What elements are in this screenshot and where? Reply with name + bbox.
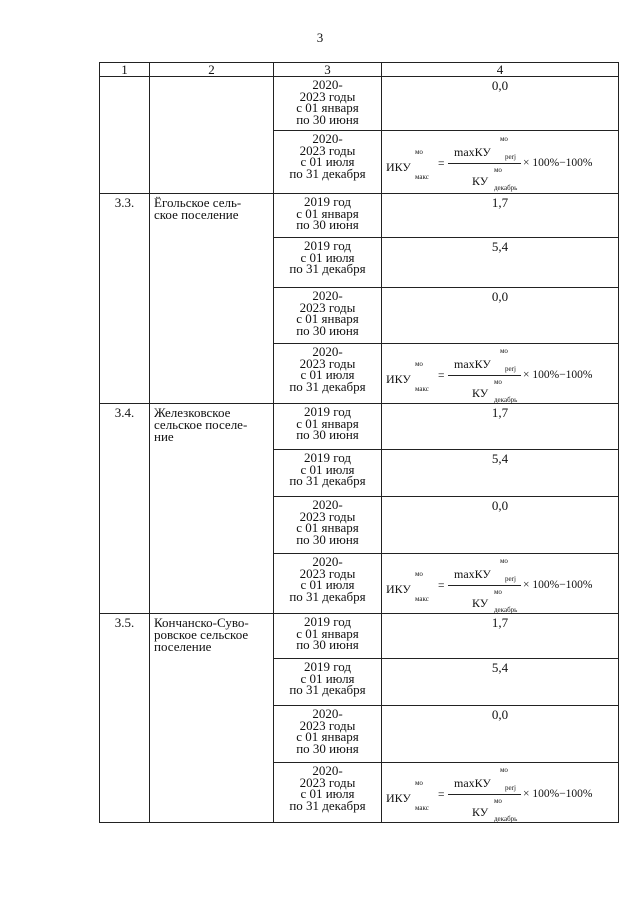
- formula-numerator-sub: реrj: [505, 153, 516, 161]
- text-line: 2023 годы: [299, 508, 356, 524]
- formula-denominator-sub: декабрь: [494, 814, 518, 823]
- text-line: 2019 год: [304, 614, 351, 629]
- text-line: Кончанско-Суво-: [154, 615, 249, 630]
- formula-denominator: КУ: [472, 174, 489, 188]
- text-line: 2023 годы: [299, 774, 356, 790]
- formula-numerator: maxКУ: [454, 775, 491, 790]
- fraction-bar: [448, 585, 521, 586]
- text-line: 2020-: [312, 288, 343, 303]
- text-line: по 30 июня: [296, 740, 359, 756]
- text-line: 2020-: [312, 554, 343, 569]
- formula-denominator-sub: декабрь: [494, 395, 518, 404]
- text-line: по 31 декабря: [289, 261, 366, 276]
- formula-lhs: ИКУ: [386, 790, 411, 805]
- text-line: 2023 годы: [299, 299, 356, 315]
- formula-lhs-sup: мо: [415, 569, 423, 578]
- text-line: 2023 годы: [299, 142, 356, 158]
- table-row: [100, 404, 619, 450]
- settlement-cell: [150, 614, 274, 823]
- period-cell: [274, 706, 382, 763]
- text-line: 2023 годы: [299, 88, 356, 104]
- formula-denominator-sub: декабрь: [494, 184, 518, 192]
- formula-numerator-sup: мо: [500, 346, 508, 355]
- formula-numerator-sup: мо: [500, 135, 508, 143]
- period-cell: [274, 554, 382, 614]
- column-header: 1: [100, 63, 150, 77]
- value-cell: 5,4: [382, 659, 619, 706]
- value-cell: [382, 554, 619, 614]
- value-cell: 0,0: [382, 706, 619, 763]
- formula: [382, 556, 618, 612]
- value-cell: 0,0: [382, 288, 619, 344]
- row-number-cell: 3.4.: [100, 404, 150, 614]
- text-line: по 31 декабря: [289, 378, 366, 394]
- text-line: с 01 января: [296, 100, 359, 115]
- fraction-bar: [448, 163, 521, 164]
- formula-denominator-sup: мо: [494, 166, 502, 174]
- row-number-cell: 3.3.: [100, 194, 150, 404]
- text-line: по 30 июня: [296, 322, 359, 338]
- formula-tail: × 100%−100%: [523, 368, 593, 381]
- formula-denominator-sub: декабрь: [494, 605, 518, 614]
- value-cell: 1,7: [382, 404, 619, 450]
- text-line: по 30 июня: [296, 531, 359, 547]
- text-line: с 01 января: [296, 205, 359, 221]
- text-line: по 30 июня: [296, 217, 359, 232]
- text-line: 2020-: [312, 77, 343, 92]
- value-cell: 5,4: [382, 238, 619, 288]
- table-body: [100, 63, 619, 823]
- text-line: 2019 год: [304, 450, 351, 465]
- formula-equals: =: [438, 788, 445, 801]
- fraction-bar: [448, 794, 521, 795]
- value-cell: 5,4: [382, 450, 619, 497]
- text-line: с 01 июля: [300, 154, 355, 169]
- text-line: Железковское: [154, 405, 231, 420]
- period-cell: [274, 763, 382, 823]
- formula-lhs-sup: мо: [415, 778, 423, 787]
- value-cell: 1,7: [382, 614, 619, 659]
- formula-denominator-sup: мо: [494, 796, 502, 805]
- text-line: поселение: [154, 639, 212, 654]
- settlement-cell: [150, 404, 274, 614]
- formula-numerator: maxКУ: [454, 356, 491, 371]
- text-line: по 31 декабря: [289, 682, 366, 697]
- text-line: с 01 января: [296, 729, 359, 744]
- formula: [382, 765, 618, 821]
- text-line: 2020-: [312, 344, 343, 359]
- text-line: с 01 января: [296, 520, 359, 535]
- value-cell: 1,7: [382, 194, 619, 238]
- text-line: ровское сельское: [154, 627, 249, 642]
- formula-numerator-sup: мо: [500, 556, 508, 565]
- text-line: по 31 декабря: [289, 797, 366, 813]
- row-number-cell: [100, 77, 150, 194]
- text-line: 2020-: [312, 763, 343, 778]
- text-line: с 01 июля: [300, 367, 355, 382]
- formula-tail: × 100%−100%: [523, 787, 593, 800]
- period-cell: [274, 450, 382, 497]
- text-line: по 30 июня: [296, 427, 359, 442]
- formula-lhs: ИКУ: [386, 160, 411, 174]
- value-cell: 0,0: [382, 497, 619, 554]
- text-line: ние: [154, 429, 174, 444]
- formula-lhs: ИКУ: [386, 581, 411, 596]
- text-line: Ёгольское сель-: [154, 195, 242, 210]
- formula-lhs-sub: макс: [415, 594, 429, 603]
- formula-lhs-sub: макс: [415, 803, 429, 812]
- fraction-bar: [448, 375, 521, 376]
- header-row: [100, 63, 619, 77]
- text-line: 2020-: [312, 497, 343, 512]
- formula-numerator-sub: реrj: [505, 783, 516, 792]
- formula-lhs-sup: мо: [415, 148, 423, 156]
- period-cell: [274, 659, 382, 706]
- formula-numerator-sup: мо: [500, 765, 508, 774]
- text-line: с 01 июля: [300, 670, 355, 686]
- text-line: с 01 июля: [300, 461, 355, 477]
- table-row: [100, 614, 619, 659]
- period-cell: [274, 404, 382, 450]
- text-line: ское поселение: [154, 207, 239, 222]
- text-line: 2023 годы: [299, 355, 356, 371]
- value-cell: 0,0: [382, 77, 619, 131]
- formula-denominator-sup: мо: [494, 377, 502, 386]
- text-line: с 01 июля: [300, 577, 355, 592]
- formula-lhs-sub: макс: [415, 384, 429, 393]
- tariff-table: [99, 62, 619, 823]
- formula: [382, 134, 618, 190]
- text-line: с 01 января: [296, 415, 359, 431]
- text-line: по 30 июня: [296, 111, 359, 127]
- text-line: 2019 год: [304, 404, 351, 419]
- settlement-cell: [150, 194, 274, 404]
- period-cell: [274, 238, 382, 288]
- period-cell: [274, 131, 382, 194]
- text-line: 2023 годы: [299, 565, 356, 581]
- text-line: 2019 год: [304, 238, 351, 253]
- value-cell: [382, 344, 619, 404]
- text-line: 2019 год: [304, 659, 351, 674]
- period-cell: [274, 614, 382, 659]
- period-cell: [274, 344, 382, 404]
- text-line: 2020-: [312, 131, 343, 146]
- text-line: по 31 декабря: [289, 165, 366, 181]
- period-cell: [274, 77, 382, 131]
- formula-equals: =: [438, 158, 445, 170]
- formula-lhs-sup: мо: [415, 359, 423, 368]
- text-line: 2020-: [312, 706, 343, 721]
- column-header: 2: [150, 63, 274, 77]
- formula-lhs-sub: макс: [415, 173, 429, 181]
- formula-lhs: ИКУ: [386, 371, 411, 386]
- formula-equals: =: [438, 579, 445, 592]
- text-line: по 31 декабря: [289, 588, 366, 604]
- formula-equals: =: [438, 369, 445, 382]
- value-cell: [382, 131, 619, 194]
- formula-numerator: maxКУ: [454, 566, 491, 581]
- text-line: 2019 год: [304, 194, 351, 209]
- table-row: [100, 77, 619, 131]
- text-line: с 01 июля: [300, 249, 355, 265]
- text-line: с 01 января: [296, 311, 359, 326]
- formula-numerator-sub: реrj: [505, 574, 516, 583]
- formula-tail: × 100%−100%: [523, 157, 593, 169]
- column-header: 4: [382, 63, 619, 77]
- row-number-cell: 3.5.: [100, 614, 150, 823]
- text-line: с 01 июля: [300, 786, 355, 801]
- period-cell: [274, 497, 382, 554]
- formula: [382, 346, 618, 402]
- formula-numerator: maxКУ: [454, 145, 491, 159]
- formula-denominator: КУ: [472, 804, 489, 819]
- column-header: 3: [274, 63, 382, 77]
- formula-denominator: КУ: [472, 385, 489, 400]
- settlement-cell: [150, 77, 274, 194]
- text-line: с 01 января: [296, 625, 359, 641]
- formula-numerator-sub: реrj: [505, 364, 516, 373]
- text-line: по 31 декабря: [289, 473, 366, 488]
- text-line: сельское поселе-: [154, 417, 248, 432]
- table-row: [100, 194, 619, 238]
- period-cell: [274, 194, 382, 238]
- period-cell: [274, 288, 382, 344]
- value-cell: [382, 763, 619, 823]
- formula-denominator-sup: мо: [494, 587, 502, 596]
- formula-tail: × 100%−100%: [523, 578, 593, 591]
- text-line: 2023 годы: [299, 717, 356, 733]
- text-line: по 30 июня: [296, 637, 359, 652]
- page-number: 3: [316, 30, 324, 45]
- formula-denominator: КУ: [472, 595, 489, 610]
